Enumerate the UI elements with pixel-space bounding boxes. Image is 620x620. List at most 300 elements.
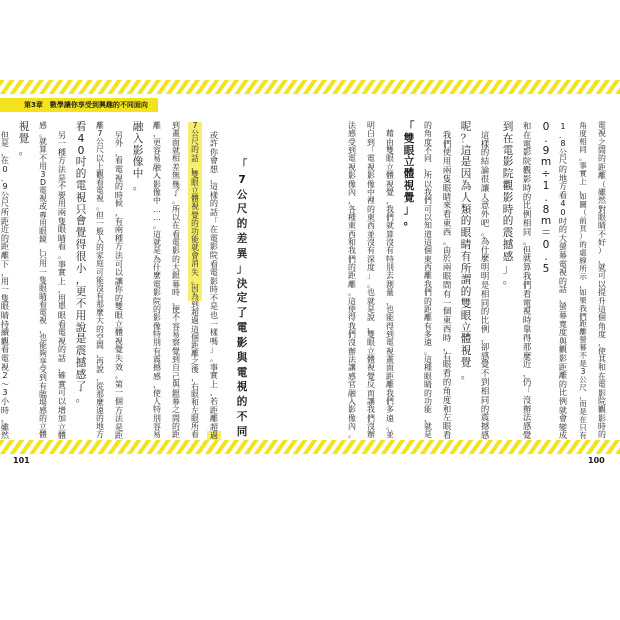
glyph: 事 bbox=[579, 160, 587, 170]
glyph: 體 bbox=[403, 168, 415, 181]
glyph: 角 bbox=[442, 385, 452, 396]
glyph: 因 bbox=[460, 168, 472, 181]
glyph: 提 bbox=[598, 288, 606, 298]
glyph: 距 bbox=[386, 371, 394, 381]
glyph: 眼 bbox=[442, 421, 452, 432]
glyph: 就 bbox=[598, 263, 606, 273]
glyph: 不 bbox=[209, 292, 219, 303]
glyph: 外 bbox=[114, 138, 124, 149]
glyph: 別 bbox=[386, 263, 394, 273]
glyph: 可 bbox=[114, 258, 124, 269]
glyph: 西 bbox=[348, 229, 356, 239]
glyph: 是 bbox=[579, 359, 587, 369]
glyph: 地 bbox=[558, 172, 568, 183]
glyph: 之 bbox=[598, 137, 606, 147]
glyph: 相 bbox=[579, 136, 587, 146]
glyph: 用 bbox=[442, 156, 452, 167]
glyph: 消 bbox=[188, 260, 202, 268]
glyph: 電 bbox=[39, 308, 47, 318]
glyph: 特 bbox=[153, 405, 161, 415]
glyph: 電 bbox=[598, 121, 606, 130]
glyph: 觀 bbox=[598, 405, 606, 415]
text-column bbox=[149, 122, 165, 440]
glyph: 說 bbox=[96, 365, 104, 375]
glyph: 嗎 bbox=[209, 335, 219, 346]
glyph: 候 bbox=[114, 198, 124, 209]
glyph: 果 bbox=[579, 295, 587, 305]
glyph: 只 bbox=[579, 422, 587, 432]
glyph: 的 bbox=[579, 240, 587, 250]
glyph: 入 bbox=[348, 396, 356, 406]
glyph: 過 bbox=[207, 431, 221, 440]
glyph: 那 bbox=[522, 341, 532, 352]
glyph: 同 bbox=[424, 154, 432, 164]
glyph: ， bbox=[39, 243, 47, 253]
glyph: 東 bbox=[442, 218, 452, 229]
glyph: 融 bbox=[348, 388, 356, 398]
glyph: 眼 bbox=[386, 154, 394, 164]
glyph: 「 bbox=[403, 121, 415, 133]
glyph: 畫 bbox=[172, 129, 180, 139]
glyph: 看 bbox=[442, 368, 452, 379]
glyph: 有 bbox=[386, 246, 394, 256]
glyph: 眼 bbox=[57, 224, 67, 235]
glyph: 我 bbox=[367, 405, 375, 415]
glyph: 公 bbox=[188, 130, 202, 138]
glyph: 麼 bbox=[96, 308, 104, 318]
glyph: 離 bbox=[579, 327, 587, 337]
glyph: ， bbox=[424, 162, 432, 172]
glyph: 電 bbox=[75, 179, 87, 192]
glyph: 和 bbox=[348, 238, 356, 248]
glyph: 同 bbox=[480, 297, 490, 308]
glyph: 尺 bbox=[558, 155, 568, 166]
glyph: 很 bbox=[480, 173, 490, 184]
glyph: 影 bbox=[132, 144, 144, 157]
glyph: 相 bbox=[480, 385, 490, 396]
glyph: 麼 bbox=[522, 350, 532, 361]
glyph: 眼 bbox=[39, 283, 47, 293]
glyph: 沒 bbox=[386, 238, 394, 248]
glyph: 的 bbox=[236, 396, 248, 409]
glyph: 感 bbox=[480, 429, 490, 440]
glyph: 感 bbox=[75, 368, 87, 381]
glyph: 地 bbox=[96, 422, 104, 432]
glyph: 。 bbox=[39, 129, 47, 139]
glyph: 上 bbox=[209, 378, 219, 389]
glyph: 前 bbox=[579, 216, 587, 226]
glyph: 的 bbox=[236, 218, 248, 231]
glyph: 失 bbox=[188, 269, 202, 277]
text-column bbox=[401, 122, 417, 228]
glyph: 或 bbox=[209, 129, 219, 140]
glyph: 就 bbox=[172, 146, 180, 156]
glyph: 有 bbox=[579, 430, 587, 440]
glyph: 好 bbox=[598, 238, 606, 248]
glyph: 確 bbox=[57, 370, 67, 381]
text-column bbox=[555, 122, 571, 440]
glyph: 這 bbox=[153, 229, 161, 239]
glyph: 。 bbox=[579, 152, 587, 162]
glyph: 會 bbox=[75, 215, 87, 228]
glyph: 這 bbox=[480, 129, 490, 140]
glyph: 體 bbox=[57, 430, 67, 441]
glyph: 幕 bbox=[579, 343, 587, 353]
glyph: ， bbox=[114, 146, 124, 157]
glyph: 。 bbox=[75, 392, 87, 405]
glyph: 公 bbox=[558, 146, 568, 157]
glyph: 的 bbox=[188, 220, 202, 228]
glyph: 睛 bbox=[39, 291, 47, 301]
glyph: ， bbox=[386, 296, 394, 306]
glyph: 自 bbox=[172, 363, 180, 373]
glyph: 角 bbox=[579, 121, 587, 130]
glyph: 離 bbox=[0, 249, 10, 260]
glyph: 己 bbox=[172, 371, 180, 381]
glyph: 們 bbox=[579, 311, 587, 321]
glyph: 那 bbox=[96, 389, 104, 399]
glyph: 到 bbox=[172, 355, 180, 365]
glyph: 法 bbox=[348, 121, 356, 130]
glyph: 用 bbox=[57, 292, 67, 303]
glyph: 看 bbox=[209, 258, 219, 269]
glyph: 。 bbox=[188, 277, 202, 285]
glyph: 電 bbox=[367, 154, 375, 164]
glyph: 一 bbox=[96, 218, 104, 228]
glyph: 的 bbox=[75, 168, 87, 181]
glyph: ， bbox=[0, 146, 10, 157]
glyph: 西 bbox=[367, 221, 375, 231]
glyph: 以 bbox=[96, 153, 104, 163]
glyph: 我 bbox=[348, 246, 356, 256]
glyph: 院 bbox=[502, 168, 514, 181]
glyph: 電 bbox=[114, 163, 124, 174]
glyph: 有 bbox=[96, 291, 104, 301]
glyph: 立 bbox=[386, 162, 394, 172]
glyph: ， bbox=[348, 196, 356, 206]
glyph: 使 bbox=[442, 147, 452, 158]
glyph: 官 bbox=[348, 380, 356, 390]
glyph: 和 bbox=[442, 403, 452, 414]
glyph: ， bbox=[191, 373, 199, 383]
glyph: 到 bbox=[480, 377, 490, 388]
glyph: 是 bbox=[57, 172, 67, 183]
glyph: 離 bbox=[424, 313, 432, 323]
glyph: 到 bbox=[191, 300, 199, 310]
glyph: 的 bbox=[424, 296, 432, 306]
glyph: 的 bbox=[172, 254, 180, 264]
glyph: 看 bbox=[57, 241, 67, 252]
glyph: 是 bbox=[480, 279, 490, 290]
glyph: 明 bbox=[480, 262, 490, 273]
glyph: 這 bbox=[460, 144, 472, 157]
glyph: 算 bbox=[522, 262, 532, 273]
glyph: 什 bbox=[480, 244, 490, 255]
glyph: 撼 bbox=[480, 421, 490, 432]
glyph: ， bbox=[367, 321, 375, 331]
glyph: 一 bbox=[57, 138, 67, 149]
glyph: ， bbox=[39, 324, 47, 334]
glyph: 西 bbox=[442, 226, 452, 237]
glyph: 只 bbox=[75, 203, 87, 216]
glyph: 和 bbox=[598, 363, 606, 373]
glyph: 距 bbox=[598, 162, 606, 172]
glyph: 撼 bbox=[153, 363, 161, 373]
glyph: 時 bbox=[172, 288, 180, 298]
glyph: 以 bbox=[424, 179, 432, 189]
glyph: 看 bbox=[39, 300, 47, 310]
glyph: ， bbox=[114, 206, 124, 217]
glyph: 的 bbox=[114, 181, 124, 192]
glyph: 我 bbox=[442, 129, 452, 140]
glyph: 增 bbox=[57, 404, 67, 415]
glyph: 用 bbox=[39, 259, 47, 269]
glyph: 視 bbox=[96, 194, 104, 204]
glyph: 單 bbox=[57, 301, 67, 312]
glyph: 度 bbox=[424, 137, 432, 147]
glyph: 不 bbox=[579, 351, 587, 361]
glyph: 樣 bbox=[209, 189, 219, 200]
glyph: 角 bbox=[598, 321, 606, 331]
glyph: 去 bbox=[386, 271, 394, 281]
glyph: 雙 bbox=[114, 301, 124, 312]
glyph: 離 bbox=[153, 121, 161, 130]
glyph: 了 bbox=[172, 187, 180, 197]
glyph: 在 bbox=[598, 371, 606, 381]
glyph: 隻 bbox=[0, 292, 10, 303]
glyph: 們 bbox=[386, 212, 394, 222]
glyph: 眼 bbox=[460, 227, 472, 240]
glyph: 觀 bbox=[522, 165, 532, 176]
glyph: 所 bbox=[191, 422, 199, 432]
glyph: 遠 bbox=[424, 338, 432, 348]
glyph: 雙 bbox=[367, 329, 375, 339]
glyph: 睛 bbox=[460, 238, 472, 251]
glyph: 算 bbox=[386, 229, 394, 239]
glyph: 不 bbox=[39, 153, 47, 163]
glyph: 間 bbox=[442, 279, 452, 290]
glyph: 看 bbox=[172, 229, 180, 239]
glyph: ， bbox=[0, 413, 10, 424]
glyph: 覺 bbox=[18, 132, 30, 145]
glyph: 麼 bbox=[480, 253, 490, 264]
glyph: 。 bbox=[386, 421, 394, 431]
glyph: 體 bbox=[39, 430, 47, 440]
glyph: 事 bbox=[57, 258, 67, 269]
glyph: 裡 bbox=[367, 196, 375, 206]
glyph: 別 bbox=[153, 338, 161, 348]
glyph: 鏡 bbox=[39, 234, 47, 244]
glyph: 的 bbox=[424, 388, 432, 398]
glyph: 螢 bbox=[579, 335, 587, 345]
glyph: 就 bbox=[188, 244, 202, 252]
glyph: 距 bbox=[0, 241, 10, 252]
glyph: 3 bbox=[580, 367, 586, 377]
glyph: 了 bbox=[75, 380, 87, 393]
glyph: 一 bbox=[442, 297, 452, 308]
glyph: 吧 bbox=[480, 218, 490, 229]
glyph: 得 bbox=[348, 313, 356, 323]
glyph: 中 bbox=[132, 168, 144, 181]
glyph: 看 bbox=[75, 121, 87, 133]
glyph: 種 bbox=[114, 232, 124, 243]
glyph: 了 bbox=[236, 307, 248, 320]
glyph: 如 bbox=[579, 287, 587, 297]
glyph: 多 bbox=[386, 405, 394, 415]
glyph: 的 bbox=[598, 154, 606, 164]
glyph: 東 bbox=[442, 315, 452, 326]
glyph: 種 bbox=[424, 363, 432, 373]
glyph: ， bbox=[75, 274, 87, 287]
glyph: 我 bbox=[522, 271, 532, 282]
glyph: 間 bbox=[598, 146, 606, 156]
glyph: 持 bbox=[0, 318, 10, 329]
glyph: 實 bbox=[209, 370, 219, 381]
glyph: 家 bbox=[96, 251, 104, 261]
text-column bbox=[594, 122, 610, 440]
glyph: 融 bbox=[132, 121, 144, 133]
glyph: 入 bbox=[132, 132, 144, 145]
glyph: 能 bbox=[424, 405, 432, 415]
glyph: 到 bbox=[172, 121, 180, 130]
glyph: 一 bbox=[0, 284, 10, 295]
glyph: 視 bbox=[114, 172, 124, 183]
glyph: 遠 bbox=[386, 413, 394, 423]
text-column bbox=[168, 122, 184, 440]
glyph: 但 bbox=[522, 244, 532, 255]
glyph: 也 bbox=[386, 304, 394, 314]
glyph: 電 bbox=[236, 366, 248, 379]
glyph: 離 bbox=[348, 279, 356, 289]
glyph: 。 bbox=[480, 226, 490, 237]
page-number-right: 100 bbox=[588, 456, 605, 465]
glyph: 影 bbox=[502, 191, 514, 204]
glyph: 異 bbox=[236, 247, 248, 260]
glyph: 。 bbox=[348, 288, 356, 298]
glyph: 的 bbox=[558, 378, 568, 389]
glyph: 。 bbox=[114, 370, 124, 381]
glyph: 睛 bbox=[0, 310, 10, 321]
glyph: 可 bbox=[96, 267, 104, 277]
glyph: 螢 bbox=[558, 301, 568, 312]
glyph: 觀 bbox=[0, 335, 10, 346]
glyph: 覺 bbox=[480, 359, 490, 370]
glyph: 離 bbox=[191, 348, 199, 358]
glyph: 視 bbox=[522, 306, 532, 317]
glyph: 眼 bbox=[114, 310, 124, 321]
glyph: 的 bbox=[502, 215, 514, 228]
glyph: 有 bbox=[114, 215, 124, 226]
glyph: 的 bbox=[480, 147, 490, 158]
glyph: 東 bbox=[424, 254, 432, 264]
glyph: 反 bbox=[367, 380, 375, 390]
text-column bbox=[439, 122, 455, 440]
glyph: ？ bbox=[460, 132, 472, 145]
glyph: 空 bbox=[96, 332, 104, 342]
glyph: 7 bbox=[238, 173, 246, 186]
glyph: 體 bbox=[367, 355, 375, 365]
glyph: 尺 bbox=[236, 203, 248, 216]
glyph: 種 bbox=[348, 212, 356, 222]
glyph: 你 bbox=[209, 146, 219, 157]
glyph: 撼 bbox=[502, 238, 514, 251]
glyph: 」 bbox=[209, 344, 219, 355]
glyph: 影 bbox=[236, 336, 248, 349]
glyph: 樣 bbox=[480, 138, 490, 149]
glyph: 也 bbox=[39, 332, 47, 342]
glyph: 以 bbox=[57, 396, 67, 406]
glyph: 距 bbox=[424, 304, 432, 314]
text-column bbox=[54, 122, 70, 440]
glyph: 到 bbox=[348, 146, 356, 156]
glyph: 和 bbox=[191, 397, 199, 407]
glyph: 影 bbox=[502, 156, 514, 169]
glyph: 由 bbox=[442, 244, 452, 255]
glyph: 院 bbox=[153, 296, 161, 306]
glyph: 「 bbox=[209, 215, 219, 226]
glyph: 法 bbox=[114, 249, 124, 260]
glyph: 的 bbox=[558, 224, 568, 235]
glyph: 眼 bbox=[460, 309, 472, 322]
glyph: 一 bbox=[39, 267, 47, 277]
glyph: ， bbox=[153, 380, 161, 390]
glyph: 沒 bbox=[348, 338, 356, 348]
glyph: 並 bbox=[367, 229, 375, 239]
glyph: 電 bbox=[522, 138, 532, 149]
glyph: 們 bbox=[386, 396, 394, 406]
glyph: 得 bbox=[75, 238, 87, 251]
decorative-stripe-bottom bbox=[0, 440, 620, 454]
glyph: 是 bbox=[114, 421, 124, 432]
glyph: 畫 bbox=[386, 355, 394, 365]
glyph: 雙 bbox=[403, 132, 415, 145]
glyph: 人 bbox=[480, 191, 490, 202]
glyph: 意 bbox=[480, 200, 490, 211]
glyph: 影 bbox=[522, 147, 532, 158]
glyph: 說 bbox=[75, 321, 87, 334]
glyph: 0 bbox=[77, 144, 85, 157]
glyph: 麼 bbox=[153, 271, 161, 281]
glyph: 這 bbox=[209, 181, 219, 192]
glyph: 影 bbox=[348, 171, 356, 181]
glyph: 類 bbox=[460, 203, 472, 216]
glyph: 幕 bbox=[558, 310, 568, 321]
glyph: 影 bbox=[348, 405, 356, 415]
glyph: 的 bbox=[57, 344, 67, 355]
glyph: 視 bbox=[39, 194, 47, 204]
glyph: 眼 bbox=[442, 271, 452, 282]
glyph: 幕 bbox=[558, 249, 568, 260]
glyph: 要 bbox=[57, 189, 67, 200]
glyph: ＝ bbox=[540, 227, 552, 240]
glyph: 超 bbox=[209, 421, 219, 432]
glyph: ， bbox=[172, 296, 180, 306]
glyph: 另 bbox=[57, 129, 67, 140]
glyph: 不 bbox=[598, 229, 606, 239]
glyph: 人 bbox=[460, 191, 472, 204]
glyph: 覺 bbox=[403, 191, 415, 204]
text-column bbox=[575, 122, 591, 440]
glyph: 感 bbox=[348, 129, 356, 139]
glyph: 有 bbox=[424, 321, 432, 331]
glyph: 有 bbox=[367, 246, 375, 256]
glyph: 方 bbox=[114, 404, 124, 415]
glyph: 實 bbox=[57, 267, 67, 278]
glyph: ， bbox=[96, 373, 104, 383]
glyph: 眼 bbox=[367, 338, 375, 348]
glyph: 影 bbox=[172, 246, 180, 256]
glyph: 寬 bbox=[558, 318, 568, 329]
